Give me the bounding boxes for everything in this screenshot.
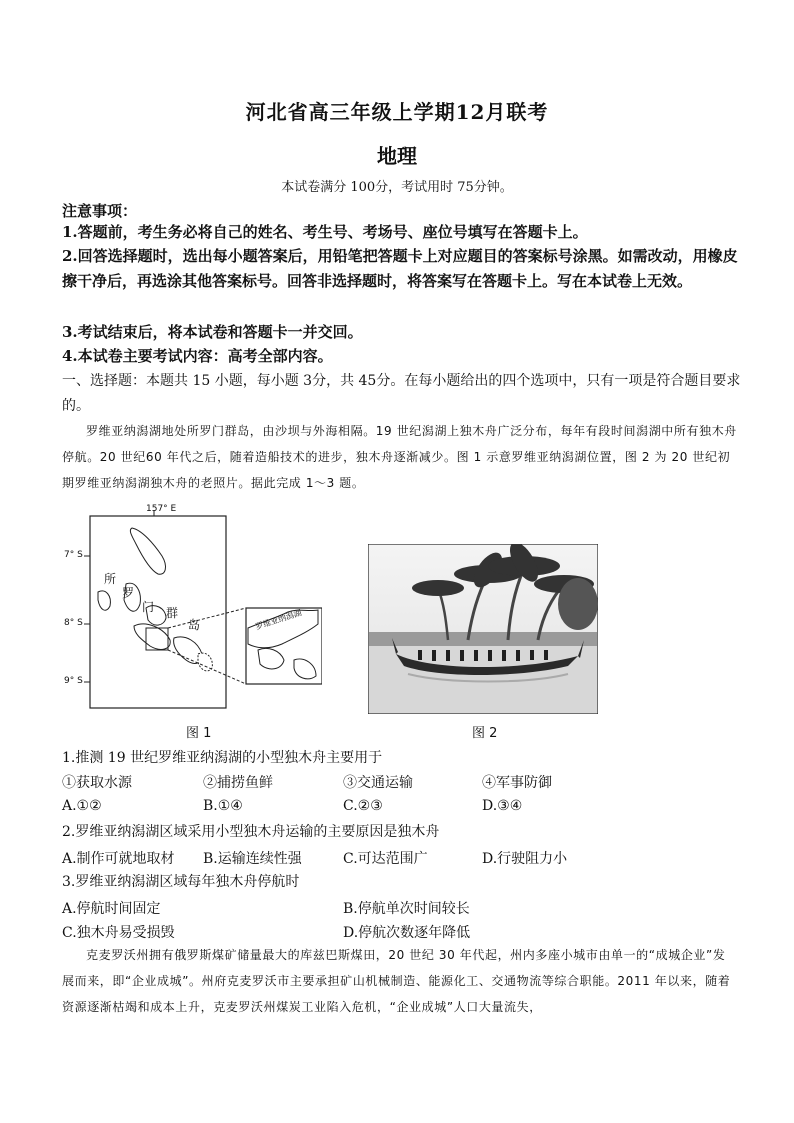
question-2-stem: 2.罗维亚纳潟湖区域采用小型独木舟运输的主要原因是独木舟	[62, 824, 440, 840]
fig1-inset-label: 罗维亚纳潟湖	[254, 608, 303, 632]
exam-title: 河北省高三年级上学期12月联考	[245, 100, 549, 124]
note-2: 2.回答选择题时，选出每小题答案后，用铅笔把答题卡上对应题目的答案标号涂黑。如需改动，用橡皮擦干净后，再选涂其他答案标号。回答非选择题时，将答案写在答题卡上。写在本试卷上无效。	[62, 247, 738, 290]
q3-option-a[interactable]: A.停航时间固定	[62, 901, 161, 917]
question-3-stem: 3.罗维亚纳潟湖区域每年独木舟停航时	[62, 874, 300, 890]
q3-option-d[interactable]: D.停航次数逐年降低	[343, 925, 471, 941]
q2-option-b[interactable]: B.运输连续性强	[203, 851, 302, 867]
passage-1: 罗维亚纳潟湖地处所罗门群岛，由沙坝与外海相隔。19 世纪潟湖上独木舟广泛分布，每年有段时间潟湖中所有独木舟停航。20 世纪60 年代之后，随着造船技术的进步，独木舟逐渐减少。图 1 示意罗维亚纳潟湖位置，图 2 为 20 世纪初期罗维亚纳潟湖独木舟的老照片。据此完成 1～3 题。	[62, 424, 737, 490]
q1-option-b[interactable]: B.①④	[203, 798, 243, 814]
exam-meta: 本试卷满分 100分，考试用时 75分钟。	[281, 180, 513, 195]
q3-option-b[interactable]: B.停航单次时间较长	[343, 901, 470, 917]
figure-1-map	[62, 500, 322, 720]
fig1-lat9: 9° S	[64, 676, 83, 686]
section-intro: 一、选择题：本题共 15 小题，每小题 3分，共 45分。在每小题给出的四个选项中，只有一项是符合题目要求的。	[62, 373, 741, 414]
notes-heading: 注意事项：	[62, 202, 138, 220]
fig1-lat8: 8° S	[64, 618, 83, 628]
fig1-label-suo: 所	[104, 572, 117, 586]
q2-option-c[interactable]: C.可达范围广	[343, 851, 428, 867]
passage-2: 克麦罗沃州拥有俄罗斯煤矿储量最大的库兹巴斯煤田，20 世纪 30 年代起，州内多座小城市由单一的“成城企业”发展而来，即“企业成城”。州府克麦罗沃市主要承担矿山机械制造、能源化工、交通物流等综合职能。2011 年以来，随着资源逐渐枯竭和成本上升，克麦罗沃州煤炭工业陷入危机，“企业成城”人口大量流失，	[62, 948, 731, 1014]
q1-sub-1: ①获取水源	[62, 775, 132, 791]
fig1-label-dao: 岛	[188, 618, 201, 632]
fig1-lat7: 7° S	[64, 550, 83, 560]
q3-option-c[interactable]: C.独木舟易受损毁	[62, 925, 175, 941]
q2-option-a[interactable]: A.制作可就地取材	[62, 851, 175, 867]
note-1: 1.答题前，考生务必将自己的姓名、考生号、考场号、座位号填写在答题卡上。	[62, 223, 588, 241]
q1-option-c[interactable]: C.②③	[343, 798, 383, 814]
fig1-label-qun: 群	[166, 606, 179, 620]
q1-sub-3: ③交通运输	[343, 775, 413, 791]
note-3: 3.考试结束后，将本试卷和答题卡一并交回。	[62, 323, 363, 341]
note-4: 4.本试卷主要考试内容：高考全部内容。	[62, 347, 333, 365]
fig1-label-men: 门	[142, 600, 155, 614]
q1-sub-2: ②捕捞鱼鲜	[203, 775, 273, 791]
q1-sub-4: ④军事防御	[482, 775, 552, 791]
question-1-stem: 1.推测 19 世纪罗维亚纳潟湖的小型独木舟主要用于	[62, 750, 383, 766]
q1-option-d[interactable]: D.③④	[482, 798, 523, 814]
q2-option-d[interactable]: D.行驶阻力小	[482, 851, 568, 867]
q1-option-a[interactable]: A.①②	[62, 798, 102, 814]
figure-2-caption: 图 2	[472, 726, 498, 741]
fig1-label-luo: 罗	[122, 586, 135, 600]
figure-2-photo	[368, 544, 598, 714]
subject-title: 地理	[377, 144, 417, 168]
figure-1-caption: 图 1	[186, 726, 212, 741]
fig1-lon-label: 157° E	[146, 504, 177, 514]
